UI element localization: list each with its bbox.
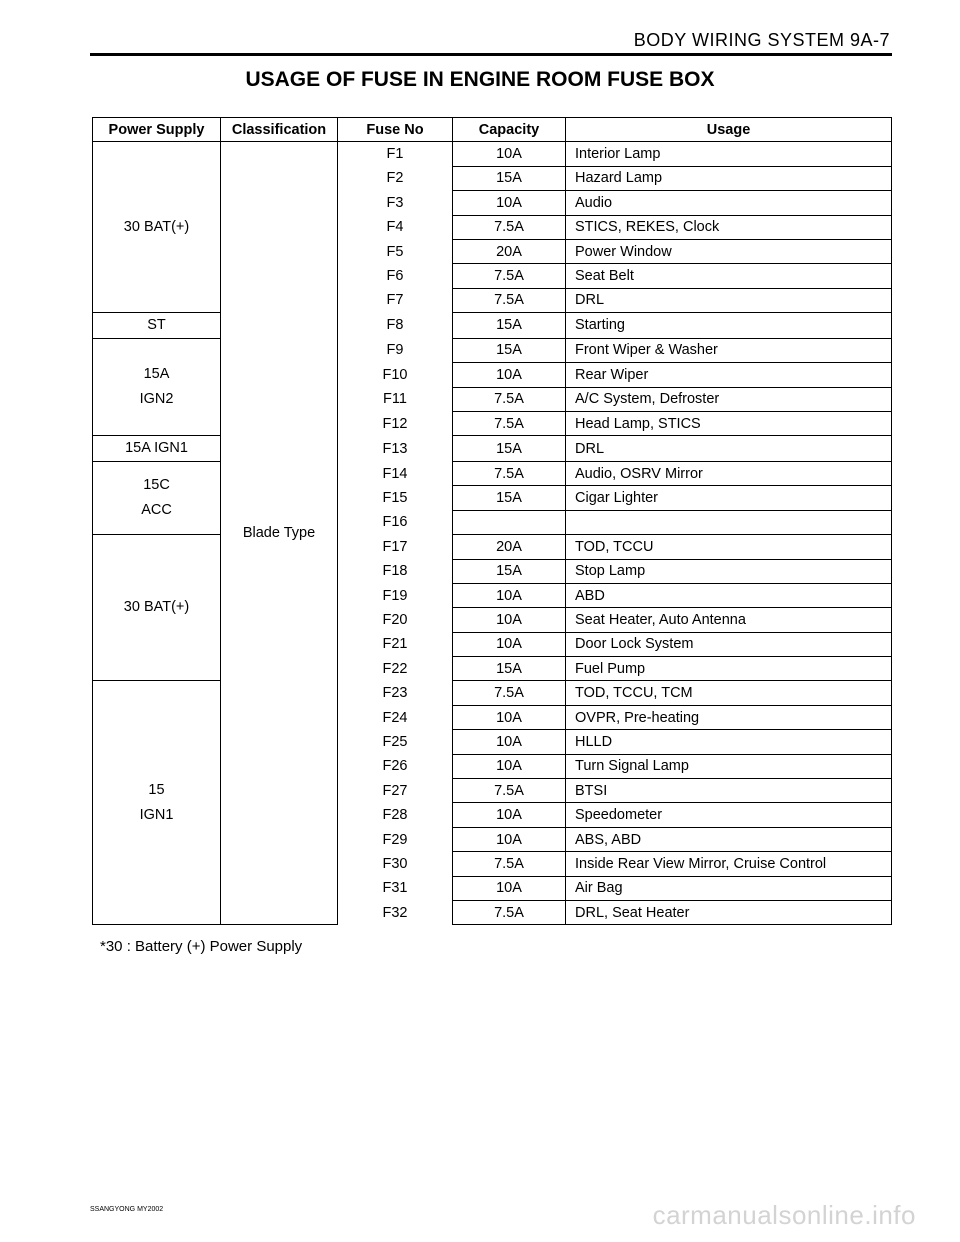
col-header-capacity: Capacity bbox=[453, 118, 566, 142]
table-row bbox=[93, 535, 892, 559]
fuse-number-cell: F14 bbox=[338, 461, 453, 485]
col-header-power-supply: Power Supply bbox=[93, 118, 221, 142]
fuse-number-cell: F4 bbox=[338, 215, 453, 239]
capacity-cell: 10A bbox=[453, 142, 566, 166]
capacity-cell: 10A bbox=[453, 754, 566, 778]
capacity-cell: 20A bbox=[453, 535, 566, 559]
capacity-cell: 7.5A bbox=[453, 264, 566, 288]
fuse-number-cell: F12 bbox=[338, 411, 453, 435]
usage-cell: Inside Rear View Mirror, Cruise Control bbox=[566, 852, 892, 876]
power-supply-cell bbox=[93, 461, 221, 534]
capacity-cell: 10A bbox=[453, 191, 566, 215]
power-supply-label: 30 BAT(+) bbox=[123, 599, 190, 616]
capacity-cell: 15A bbox=[453, 338, 566, 362]
usage-cell: Seat Belt bbox=[566, 264, 892, 288]
fuse-number-cell: F5 bbox=[338, 239, 453, 263]
capacity-cell: 7.5A bbox=[453, 681, 566, 705]
usage-cell: Door Lock System bbox=[566, 632, 892, 656]
capacity-cell: 7.5A bbox=[453, 852, 566, 876]
usage-cell: TOD, TCCU, TCM bbox=[566, 681, 892, 705]
fuse-table-body bbox=[93, 142, 892, 925]
fuse-number-cell: F3 bbox=[338, 191, 453, 215]
fuse-number-cell: F24 bbox=[338, 705, 453, 729]
power-supply-cell bbox=[93, 535, 221, 681]
capacity-cell: 10A bbox=[453, 803, 566, 827]
capacity-cell: 10A bbox=[453, 632, 566, 656]
usage-cell: ABS, ABD bbox=[566, 827, 892, 851]
fuse-number-cell: F11 bbox=[338, 387, 453, 411]
usage-cell: Interior Lamp bbox=[566, 142, 892, 166]
footnote: *30 : Battery (+) Power Supply bbox=[100, 938, 303, 955]
usage-cell: Speedometer bbox=[566, 803, 892, 827]
fuse-number-cell: F29 bbox=[338, 827, 453, 851]
fuse-number-cell: F22 bbox=[338, 657, 453, 681]
usage-cell: DRL, Seat Heater bbox=[566, 901, 892, 925]
power-supply-label: IGN2 bbox=[139, 391, 174, 408]
capacity-cell: 7.5A bbox=[453, 387, 566, 411]
fuse-number-cell: F32 bbox=[338, 901, 453, 925]
usage-cell: Cigar Lighter bbox=[566, 486, 892, 510]
power-supply-label: ACC bbox=[141, 502, 172, 519]
fuse-number-cell: F25 bbox=[338, 730, 453, 754]
usage-cell: Starting bbox=[566, 313, 892, 339]
usage-cell: Head Lamp, STICS bbox=[566, 411, 892, 435]
col-header-classification: Classification bbox=[221, 118, 338, 142]
usage-cell: Audio bbox=[566, 191, 892, 215]
fuse-number-cell: F18 bbox=[338, 559, 453, 583]
usage-cell bbox=[566, 510, 892, 534]
fuse-number-cell: F28 bbox=[338, 803, 453, 827]
usage-cell: HLLD bbox=[566, 730, 892, 754]
capacity-cell: 15A bbox=[453, 436, 566, 462]
usage-cell: Audio, OSRV Mirror bbox=[566, 461, 892, 485]
capacity-cell: 10A bbox=[453, 583, 566, 607]
capacity-cell: 15A bbox=[453, 657, 566, 681]
usage-cell: A/C System, Defroster bbox=[566, 387, 892, 411]
fuse-number-cell: F19 bbox=[338, 583, 453, 607]
capacity-cell: 10A bbox=[453, 876, 566, 900]
power-supply-label: 15 bbox=[148, 782, 165, 799]
fuse-number-cell: F27 bbox=[338, 779, 453, 803]
fuse-number-cell: F30 bbox=[338, 852, 453, 876]
table-row bbox=[93, 461, 892, 485]
power-supply-cell bbox=[93, 338, 221, 436]
fuse-number-cell: F7 bbox=[338, 288, 453, 312]
usage-cell: TOD, TCCU bbox=[566, 535, 892, 559]
table-row bbox=[93, 681, 892, 705]
usage-cell: Rear Wiper bbox=[566, 363, 892, 387]
classification-cell: Blade Type bbox=[221, 142, 338, 925]
power-supply-cell bbox=[93, 313, 221, 339]
usage-cell: Seat Heater, Auto Antenna bbox=[566, 608, 892, 632]
fuse-number-cell: F16 bbox=[338, 510, 453, 534]
capacity-cell: 15A bbox=[453, 486, 566, 510]
usage-cell: ABD bbox=[566, 583, 892, 607]
usage-cell: Turn Signal Lamp bbox=[566, 754, 892, 778]
fuse-number-cell: F8 bbox=[338, 313, 453, 339]
usage-cell: Stop Lamp bbox=[566, 559, 892, 583]
power-supply-label: 15A bbox=[143, 366, 170, 383]
fuse-number-cell: F6 bbox=[338, 264, 453, 288]
capacity-cell: 7.5A bbox=[453, 288, 566, 312]
power-supply-label: 15A IGN1 bbox=[125, 440, 188, 457]
power-supply-cell bbox=[93, 681, 221, 925]
power-supply-cell bbox=[93, 142, 221, 313]
capacity-cell: 15A bbox=[453, 313, 566, 339]
fuse-number-cell: F15 bbox=[338, 486, 453, 510]
fuse-number-cell: F26 bbox=[338, 754, 453, 778]
usage-cell: Fuel Pump bbox=[566, 657, 892, 681]
fuse-number-cell: F2 bbox=[338, 166, 453, 190]
capacity-cell: 7.5A bbox=[453, 461, 566, 485]
table-row bbox=[93, 313, 892, 339]
fuse-number-cell: F31 bbox=[338, 876, 453, 900]
power-supply-label: 30 BAT(+) bbox=[123, 218, 190, 235]
fuse-number-cell: F21 bbox=[338, 632, 453, 656]
fuse-number-cell: F9 bbox=[338, 338, 453, 362]
capacity-cell: 10A bbox=[453, 608, 566, 632]
page-footer: SSANGYONG MY2002 bbox=[90, 1206, 164, 1213]
fuse-number-cell: F17 bbox=[338, 535, 453, 559]
power-supply-label: IGN1 bbox=[139, 806, 174, 823]
capacity-cell: 15A bbox=[453, 559, 566, 583]
usage-cell: DRL bbox=[566, 436, 892, 462]
page-header: BODY WIRING SYSTEM 9A-7 bbox=[633, 30, 890, 50]
header-rule bbox=[90, 53, 892, 56]
capacity-cell: 7.5A bbox=[453, 411, 566, 435]
capacity-cell: 10A bbox=[453, 363, 566, 387]
col-header-fuse-no: Fuse No bbox=[338, 118, 453, 142]
usage-cell: STICS, REKES, Clock bbox=[566, 215, 892, 239]
usage-cell: Air Bag bbox=[566, 876, 892, 900]
usage-cell: Front Wiper & Washer bbox=[566, 338, 892, 362]
page-title: USAGE OF FUSE IN ENGINE ROOM FUSE BOX bbox=[245, 68, 715, 91]
capacity-cell: 7.5A bbox=[453, 901, 566, 925]
fuse-table bbox=[92, 117, 892, 925]
fuse-number-cell: F10 bbox=[338, 363, 453, 387]
table-row bbox=[93, 142, 892, 166]
capacity-cell: 10A bbox=[453, 730, 566, 754]
capacity-cell: 7.5A bbox=[453, 215, 566, 239]
power-supply-cell bbox=[93, 436, 221, 462]
fuse-number-cell: F20 bbox=[338, 608, 453, 632]
usage-cell: DRL bbox=[566, 288, 892, 312]
usage-cell: Power Window bbox=[566, 239, 892, 263]
usage-cell: OVPR, Pre-heating bbox=[566, 705, 892, 729]
col-header-usage: Usage bbox=[566, 118, 892, 142]
table-header-row bbox=[93, 118, 892, 142]
fuse-number-cell: F23 bbox=[338, 681, 453, 705]
capacity-cell bbox=[453, 510, 566, 534]
capacity-cell: 10A bbox=[453, 827, 566, 851]
capacity-cell: 15A bbox=[453, 166, 566, 190]
usage-cell: BTSI bbox=[566, 779, 892, 803]
fuse-number-cell: F13 bbox=[338, 436, 453, 462]
table-row bbox=[93, 436, 892, 462]
fuse-number-cell: F1 bbox=[338, 142, 453, 166]
capacity-cell: 20A bbox=[453, 239, 566, 263]
capacity-cell: 10A bbox=[453, 705, 566, 729]
capacity-cell: 7.5A bbox=[453, 779, 566, 803]
power-supply-label: 15C bbox=[143, 477, 170, 494]
table-row bbox=[93, 338, 892, 362]
watermark: carmanualsonline.info bbox=[652, 1200, 916, 1230]
usage-cell: Hazard Lamp bbox=[566, 166, 892, 190]
power-supply-label: ST bbox=[147, 317, 166, 334]
